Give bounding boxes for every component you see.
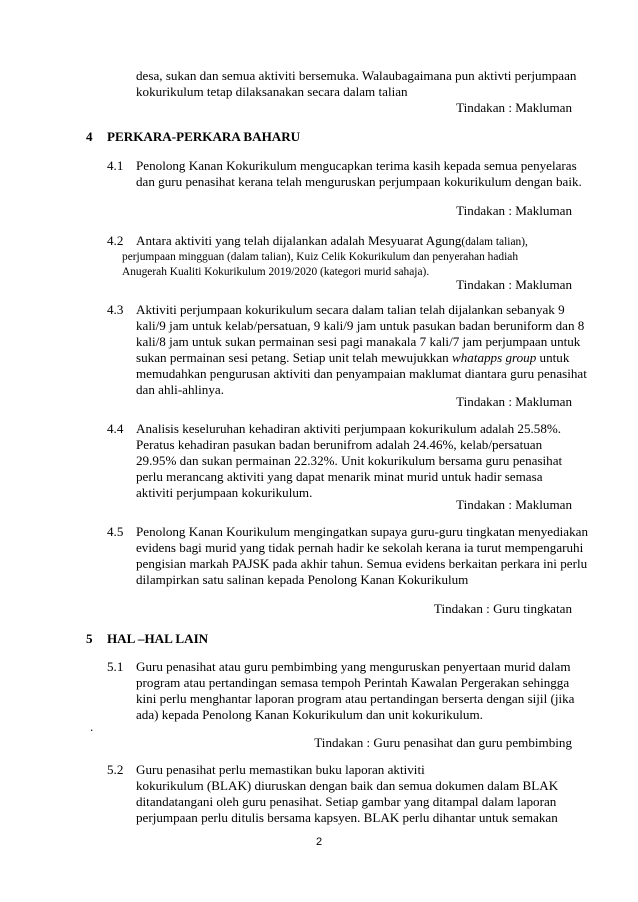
- action-label: Tindakan : Makluman: [456, 100, 572, 115]
- item-line: Guru penasihat perlu memastikan buku laporan aktiviti: [136, 762, 425, 777]
- section-number: 5: [86, 631, 93, 646]
- section-title: PERKARA-PERKARA BAHARU: [107, 129, 301, 144]
- item-line-small: perjumpaan mingguan (dalam talian), Kuiz Celik Kokurikulum dan penyerahan hadiah: [122, 251, 519, 263]
- item-number: 4.2: [107, 233, 124, 248]
- item-line: kini perlu menghantar laporan program atau pertandingan berserta dengan sijil (jika: [136, 691, 575, 706]
- item-line: dilampirkan satu salinan kepada Penolong Kanan Kokurikulum: [136, 572, 469, 587]
- item-line: Peratus kehadiran pasukan badan berunifrom adalah 24.46%, kelab/persatuan: [136, 437, 543, 452]
- item-text-small: (dalam talian),: [461, 236, 528, 248]
- item-line: evidens bagi murid yang tidak pernah hadir ke sekolah kerana ia turut mempengaruhi: [136, 540, 584, 555]
- section-number: 4: [86, 129, 93, 144]
- item-line: ditandatangani oleh guru penasihat. Setiap gambar yang ditampal dalam laporan: [136, 794, 557, 809]
- item-text: sukan permainan sesi petang. Setiap unit telah mewujukkan: [136, 350, 452, 365]
- action-label: Tindakan : Makluman: [456, 394, 572, 409]
- item-line: memudahkan pengurusan aktiviti dan penyampaian maklumat diantara guru penasihat: [136, 366, 587, 381]
- item-text: untuk: [536, 350, 570, 365]
- action-label: Tindakan : Makluman: [456, 497, 572, 512]
- item-line: Penolong Kanan Kokurikulum mengucapkan terima kasih kepada semua penyelaras: [136, 158, 577, 173]
- action-label: Tindakan : Makluman: [456, 277, 572, 292]
- item-line: pengisian markah PAJSK pada akhir tahun. Semua evidens berkaitan perkara ini perlu: [136, 556, 588, 571]
- item-number: 4.5: [107, 524, 124, 539]
- item-line: perjumpaan perlu ditulis bersama kapsyen. BLAK perlu dihantar untuk semakan: [136, 810, 558, 825]
- item-line: Guru penasihat atau guru pembimbing yang menguruskan penyertaan murid dalam: [136, 659, 571, 674]
- item-line: kokurikulum (BLAK) diuruskan dengan baik dan semua dokumen dalam BLAK: [136, 778, 559, 793]
- paragraph-line: desa, sukan dan semua aktiviti bersemuka. Walaubagaimana pun aktivti perjumpaan: [136, 68, 577, 83]
- item-line: Penolong Kanan Kourikulum mengingatkan supaya guru-guru tingkatan menyediakan: [136, 524, 588, 539]
- item-line: kali/8 jam untuk sukan permainan sesi pagi manakala 7 kali/7 jam perjumpaan untuk: [136, 334, 581, 349]
- item-number: 5.2: [107, 762, 124, 777]
- action-label: Tindakan : Guru tingkatan: [433, 601, 572, 616]
- item-line: Analisis keseluruhan kehadiran aktiviti perjumpaan kokurikulum adalah 25.58%.: [136, 421, 562, 436]
- stray-dot: .: [90, 719, 94, 734]
- section-title: HAL –HAL LAIN: [107, 631, 209, 646]
- item-text-italic: whatapps group: [452, 350, 537, 365]
- item-number: 5.1: [107, 659, 124, 674]
- item-line: kali/9 jam untuk kelab/persatuan, 9 kali/9 jam untuk pasukan badan beruniform dan 8: [136, 318, 585, 333]
- item-line: ada) kepada Penolong Kanan Kokurikulum dan unit kokurikulum.: [136, 707, 483, 722]
- paragraph-line: kokurikulum tetap dilaksanakan secara dalam talian: [136, 84, 408, 99]
- item-line: [136, 350, 569, 366]
- item-line: Aktiviti perjumpaan kokurikulum secara dalam talian telah dijalankan sebanyak 9: [136, 302, 565, 317]
- item-line: dan guru penasihat kerana telah menguruskan perjumpaan kokurikulum dengan baik.: [136, 174, 582, 189]
- item-line: dan ahli-ahlinya.: [136, 382, 224, 397]
- item-line: perlu merancang aktiviti yang dapat menarik minat murid untuk hadir semasa: [136, 469, 543, 484]
- item-text: Antara aktiviti yang telah dijalankan adalah Mesyuarat Agung: [136, 233, 462, 248]
- action-label: Tindakan : Guru penasihat dan guru pembimbing: [314, 735, 572, 750]
- item-number: 4.4: [107, 421, 124, 436]
- item-line: aktiviti perjumpaan kokurikulum.: [136, 485, 313, 500]
- item-line: 29.95% dan sukan permainan 22.32%. Unit kokurikulum bersama guru penasihat: [136, 453, 563, 468]
- item-line: [136, 233, 528, 250]
- item-number: 4.3: [107, 302, 124, 317]
- page-number: 2: [315, 836, 323, 848]
- item-line-small: Anugerah Kualiti Kokurikulum 2019/2020 (kategori murid sahaja).: [122, 266, 430, 278]
- item-line: program atau pertandingan semasa tempoh Perintah Kawalan Pergerakan sehingga: [136, 675, 570, 690]
- item-number: 4.1: [107, 158, 124, 173]
- action-label: Tindakan : Makluman: [456, 203, 572, 218]
